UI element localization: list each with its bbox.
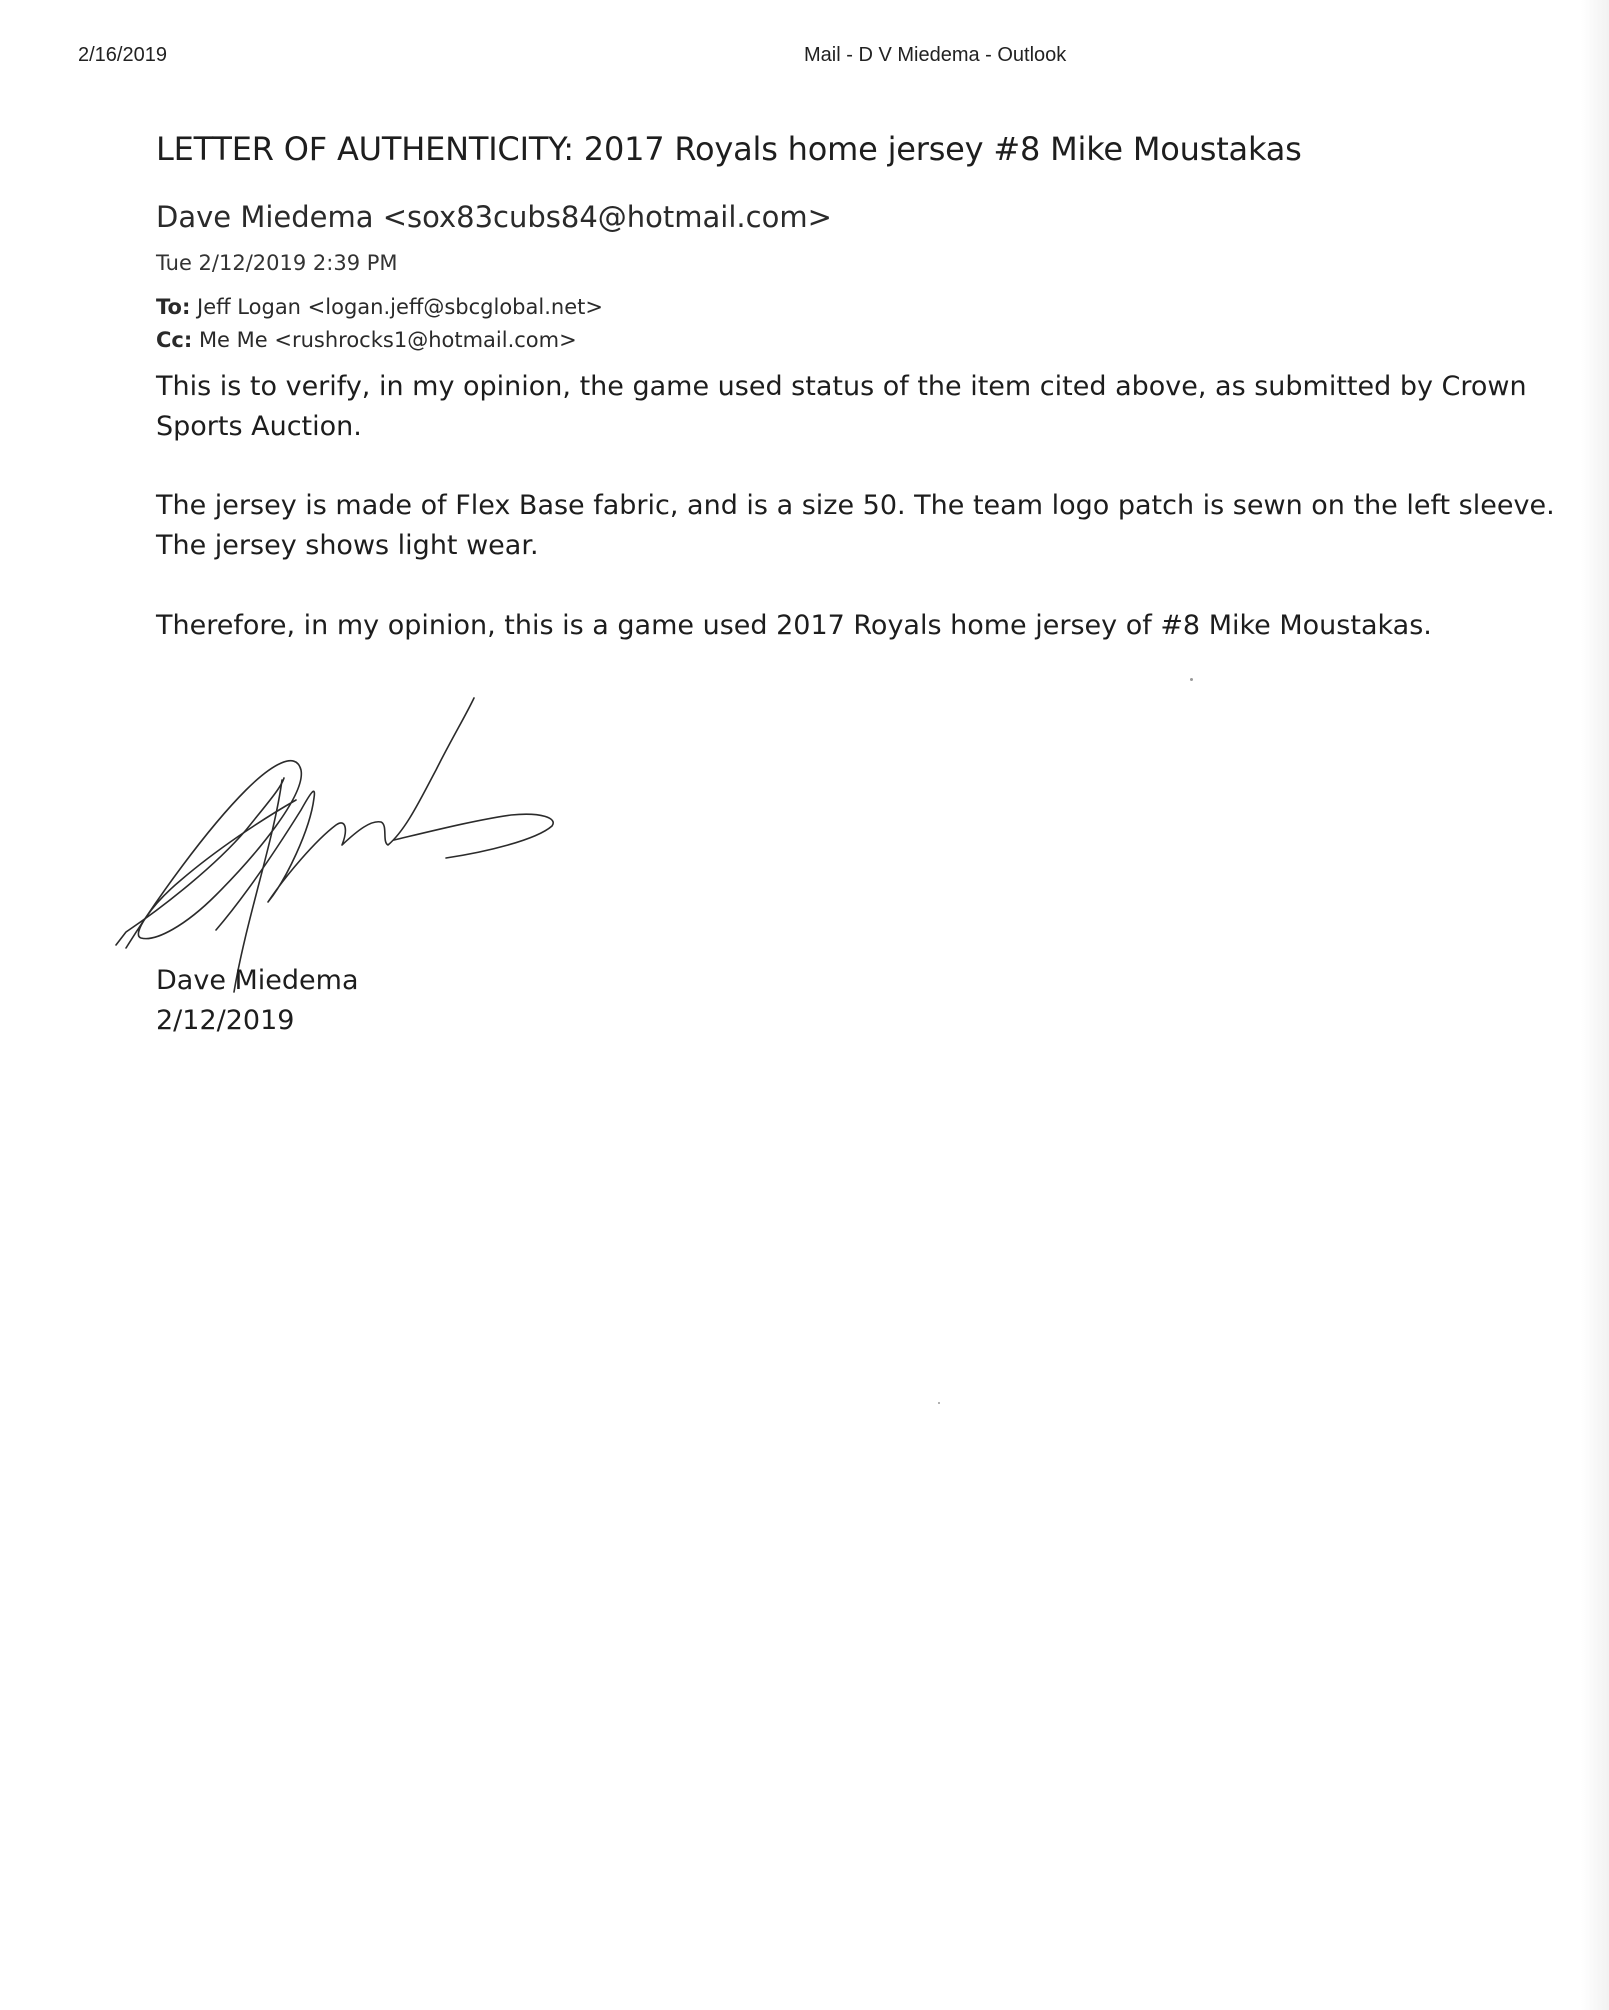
print-header <box>78 44 1531 68</box>
email-sender: Dave Miedema <sox83cubs84@hotmail.com> <box>156 200 832 234</box>
scan-speck <box>1190 678 1193 681</box>
scanned-page-edge <box>1581 0 1609 2010</box>
to-label: To: <box>156 295 191 319</box>
email-cc-line <box>156 328 577 352</box>
body-paragraph-conclusion: Therefore, in my opinion, this is a game used 2017 Royals home jersey of #8 Mike Moustakas. <box>156 610 1432 641</box>
email-sent-date: Tue 2/12/2019 2:39 PM <box>156 251 398 275</box>
cc-recipient: Me Me <rushrocks1@hotmail.com> <box>192 328 577 352</box>
print-date: 2/16/2019 <box>78 44 167 66</box>
print-page-title: Mail - D V Miedema - Outlook <box>804 44 1067 66</box>
body-paragraph-description: The jersey is made of Flex Base fabric, and is a size 50. The team logo patch is sewn on the left sleeve. The jersey shows light wear. <box>156 490 1555 561</box>
to-recipient: Jeff Logan <logan.jeff@sbcglobal.net> <box>190 295 603 319</box>
signature-date: 2/12/2019 <box>156 1005 295 1036</box>
email-subject: LETTER OF AUTHENTICITY: 2017 Royals home jersey #8 Mike Moustakas <box>156 130 1302 168</box>
body-paragraph-verification: This is to verify, in my opinion, the game used status of the item cited above, as submitted by Crown Sports Auction. <box>156 371 1527 442</box>
scan-speck <box>938 1402 940 1404</box>
cc-label: Cc: <box>156 328 193 352</box>
email-to-line <box>156 295 603 319</box>
signer-name: Dave Miedema <box>156 965 359 996</box>
handwritten-signature <box>96 680 566 1000</box>
